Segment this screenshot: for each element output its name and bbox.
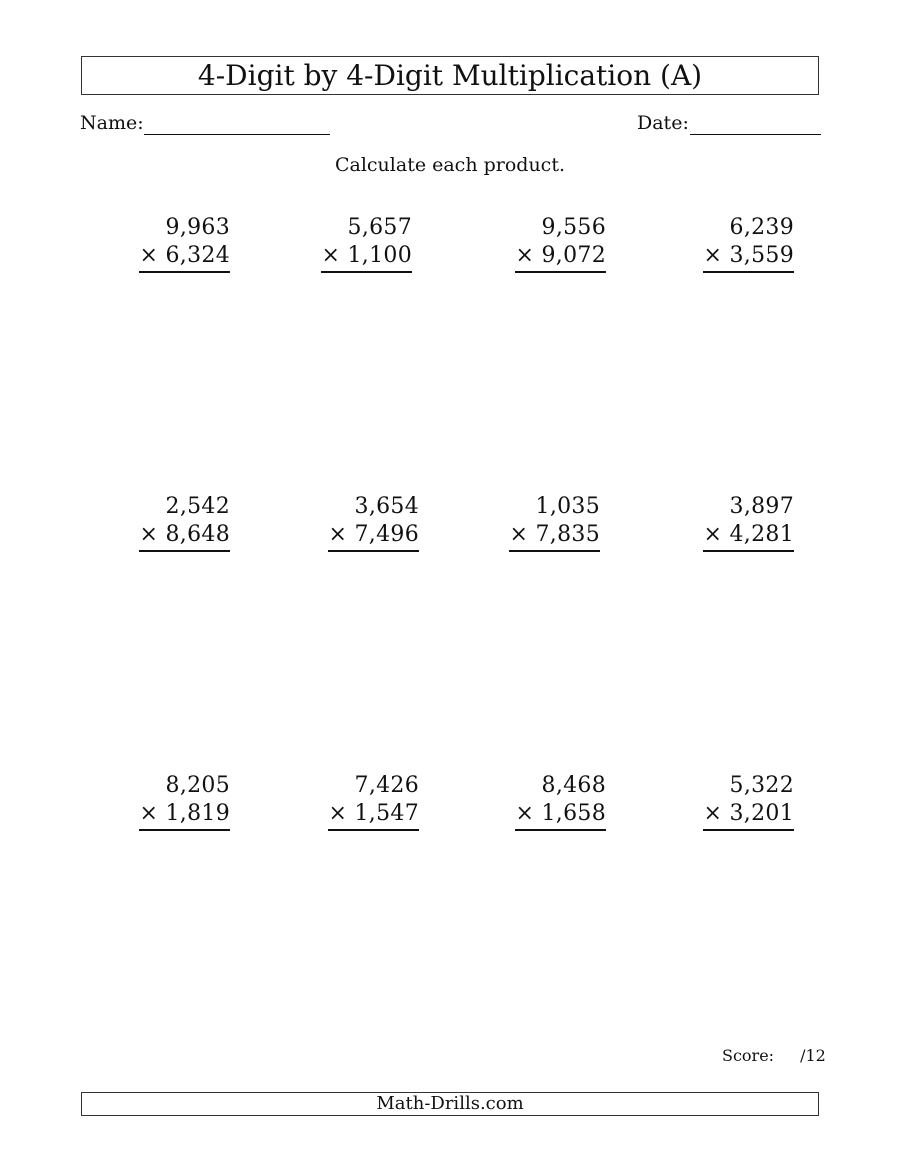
problem [515, 772, 606, 831]
problem-multiplier: × 8,648 [139, 521, 230, 552]
problem [328, 772, 419, 831]
problem-top-number: 9,963 [165, 215, 230, 240]
worksheet-title: 4-Digit by 4-Digit Multiplication (A) [81, 56, 819, 95]
problem [703, 214, 794, 273]
date-field-line[interactable] [690, 134, 821, 135]
date-label: Date: [637, 112, 689, 134]
problem-multiplier: × 1,658 [515, 800, 606, 831]
problem [139, 493, 230, 552]
problem-multiplier: × 7,496 [328, 521, 419, 552]
problem-multiplier: × 7,835 [509, 521, 600, 552]
problem [321, 214, 412, 273]
problem-top-number: 3,654 [354, 494, 419, 519]
name-field-line[interactable] [144, 134, 330, 135]
score-total: /12 [800, 1046, 826, 1065]
problem [703, 493, 794, 552]
name-label: Name: [80, 112, 144, 134]
score-area [722, 1046, 826, 1066]
problem-top-number: 7,426 [354, 773, 419, 798]
problem-top-number: 9,556 [541, 215, 606, 240]
problem [509, 493, 600, 552]
instructions: Calculate each product. [334, 154, 566, 176]
footer-source: Math-Drills.com [81, 1092, 819, 1116]
problem-multiplier: × 6,324 [139, 242, 230, 273]
problem-multiplier: × 9,072 [515, 242, 606, 273]
problem-top-number: 2,542 [165, 494, 230, 519]
problem-multiplier: × 1,819 [139, 800, 230, 831]
problem-top-number: 8,205 [165, 773, 230, 798]
problem [703, 772, 794, 831]
problem-top-number: 5,322 [729, 773, 794, 798]
problem-top-number: 8,468 [541, 773, 606, 798]
problem [515, 214, 606, 273]
problem-multiplier: × 1,100 [321, 242, 412, 273]
problem-multiplier: × 4,281 [703, 521, 794, 552]
problem-top-number: 3,897 [729, 494, 794, 519]
problem [139, 772, 230, 831]
problem-multiplier: × 1,547 [328, 800, 419, 831]
problem [139, 214, 230, 273]
problem-top-number: 1,035 [535, 494, 600, 519]
problem-multiplier: × 3,559 [703, 242, 794, 273]
problem-top-number: 6,239 [729, 215, 794, 240]
score-label: Score: [722, 1046, 775, 1065]
problem [328, 493, 419, 552]
problem-multiplier: × 3,201 [703, 800, 794, 831]
problem-top-number: 5,657 [347, 215, 412, 240]
